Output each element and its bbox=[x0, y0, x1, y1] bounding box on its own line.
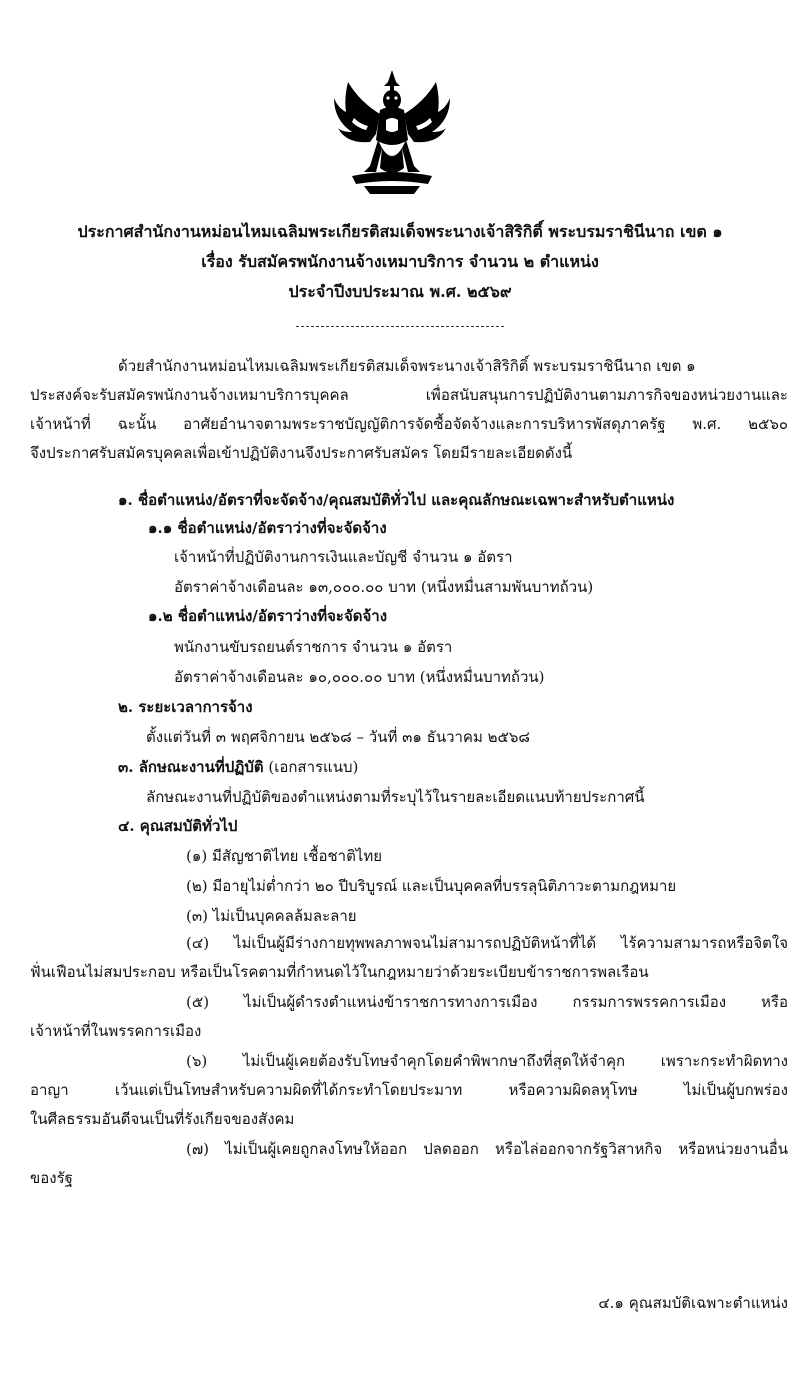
section2-heading: ๒. ระยะเวลาการจ้าง bbox=[118, 698, 253, 716]
item-line: เจ้าหน้าที่ในพรรคการเมือง bbox=[30, 1022, 202, 1040]
title-line-2: เรื่อง รับสมัครพนักงานจ้างเหมาบริการ จำนวน ๒ ตำแหน่ง bbox=[201, 252, 599, 271]
section4-item-4 bbox=[30, 929, 788, 987]
title-divider bbox=[296, 326, 504, 327]
section1-heading: ๑. ชื่อตำแหน่ง/อัตราที่จะจัดจ้าง/คุณสมบัติทั่วไป และคุณลักษณะเฉพาะสำหรับตำแหน่ง bbox=[118, 491, 675, 509]
section4-item-5 bbox=[30, 988, 788, 1046]
section3-text: ลักษณะงานที่ปฏิบัติของตำแหน่งตามที่ระบุไว้ในรายละเอียดแนบท้ายประกาศนี้ bbox=[146, 788, 645, 806]
intro-line: จึงประกาศรับสมัครบุคคลเพื่อเข้าปฏิบัติงานจึงประกาศรับสมัคร โดยมีรายละเอียดดังนี้ bbox=[30, 444, 573, 462]
item-line: (๖) ไม่เป็นผู้เคยต้องรับโทษจำคุกโดยคำพิพากษาถึงที่สุดให้จำคุก เพราะกระทำผิดทาง bbox=[186, 1052, 788, 1070]
section1-sub2-position: พนักงานขับรถยนต์ราชการ จำนวน ๑ อัตรา bbox=[174, 638, 453, 656]
section4-item-1: (๑) มีสัญชาติไทย เชื้อชาติไทย bbox=[186, 847, 383, 865]
section3-heading-bold: ๓. ลักษณะงานที่ปฏิบัติ bbox=[118, 758, 264, 776]
title-line-3: ประจำปีงบประมาณ พ.ศ. ๒๕๖๙ bbox=[288, 282, 512, 301]
item-line: ฟั่นเฟือนไม่สมประกอบ หรือเป็นโรคตามที่กำหนดไว้ในกฎหมายว่าด้วยระเบียบข้าราชการพลเรือน bbox=[30, 963, 649, 981]
section1-sub1-position: เจ้าหน้าที่ปฏิบัติงานการเงินและบัญชี จำนวน ๑ อัตรา bbox=[174, 548, 513, 566]
item-line: (๕) ไม่เป็นผู้ดำรงตำแหน่งข้าราชการทางการเมือง กรรมการพรรคการเมือง หรือ bbox=[186, 993, 788, 1011]
item-line: ในศีลธรรมอันดีจนเป็นที่รังเกียจของสังคม bbox=[30, 1110, 295, 1128]
intro-line: ประสงค์จะรับสมัครพนักงานจ้างเหมาบริการบุคคล เพื่อสนับสนุนการปฏิบัติงานตามภารกิจของหน่วยงานและ bbox=[30, 386, 788, 404]
intro-paragraph bbox=[30, 352, 788, 468]
section1-sub2-heading: ๑.๒ ชื่อตำแหน่ง/อัตราว่างที่จะจัดจ้าง bbox=[148, 607, 388, 625]
garuda-emblem-icon bbox=[330, 68, 454, 196]
section2-text: ตั้งแต่วันที่ ๓ พฤศจิกายน ๒๕๖๘ – วันที่ ๓๑ ธันวาคม ๒๕๖๘ bbox=[146, 728, 530, 746]
section4-item-3: (๓) ไม่เป็นบุคคลล้มละลาย bbox=[186, 907, 357, 925]
section1-sub2-wage: อัตราค่าจ้างเดือนละ ๑๐,๐๐๐.๐๐ บาท (หนึ่งหมื่นบาทถ้วน) bbox=[174, 668, 545, 686]
continuation-text: ๔.๑ คุณสมบัติเฉพาะตำแหน่ง bbox=[598, 1294, 788, 1312]
section4-item-7 bbox=[30, 1135, 788, 1193]
item-line: (๗) ไม่เป็นผู้เคยถูกลงโทษให้ออก ปลดออก หรือไล่ออกจากรัฐวิสาหกิจ หรือหน่วยงานอื่น bbox=[186, 1140, 788, 1158]
intro-line: ด้วยสำนักงานหม่อนไหมเฉลิมพระเกียรติสมเด็จพระนางเจ้าสิริกิติ์ พระบรมราชินีนาถ เขต ๑ bbox=[118, 357, 696, 375]
title-line-1: ประกาศสำนักงานหม่อนไหมเฉลิมพระเกียรติสมเด็จพระนางเจ้าสิริกิติ์ พระบรมราชินีนาถ เขต ๑ bbox=[77, 222, 723, 241]
section3-heading-note: (เอกสารแนบ) bbox=[263, 758, 359, 776]
section4-item-6 bbox=[30, 1047, 788, 1134]
section4-item-2: (๒) มีอายุไม่ต่ำกว่า ๒๐ ปีบริบูรณ์ และเป็นบุคคลที่บรรลุนิติภาวะตามกฎหมาย bbox=[186, 877, 677, 895]
section1-sub1-heading: ๑.๑ ชื่อตำแหน่ง/อัตราว่างที่จะจัดจ้าง bbox=[148, 519, 387, 537]
item-line: (๔) ไม่เป็นผู้มีร่างกายทุพพลภาพจนไม่สามารถปฏิบัติหน้าที่ได้ ไร้ความสามารถหรือจิตใจ bbox=[186, 934, 788, 952]
section1-sub1-wage: อัตราค่าจ้างเดือนละ ๑๓,๐๐๐.๐๐ บาท (หนึ่งหมื่นสามพันบาทถ้วน) bbox=[174, 578, 594, 596]
section3-heading bbox=[118, 756, 358, 778]
item-line: ของรัฐ bbox=[30, 1169, 73, 1187]
item-line: อาญา เว้นแต่เป็นโทษสำหรับความผิดที่ได้กระทำโดยประมาท หรือความผิดลหุโทษ ไม่เป็นผู้บกพร่อง bbox=[30, 1081, 788, 1099]
section4-heading: ๔. คุณสมบัติทั่วไป bbox=[118, 817, 238, 835]
intro-line: เจ้าหน้าที่ ฉะนั้น อาศัยอำนาจตามพระราชบัญญัติการจัดซื้อจัดจ้างและการบริหารพัสดุภาครัฐ พ.ศ. ๒๕๖๐ bbox=[30, 415, 788, 433]
